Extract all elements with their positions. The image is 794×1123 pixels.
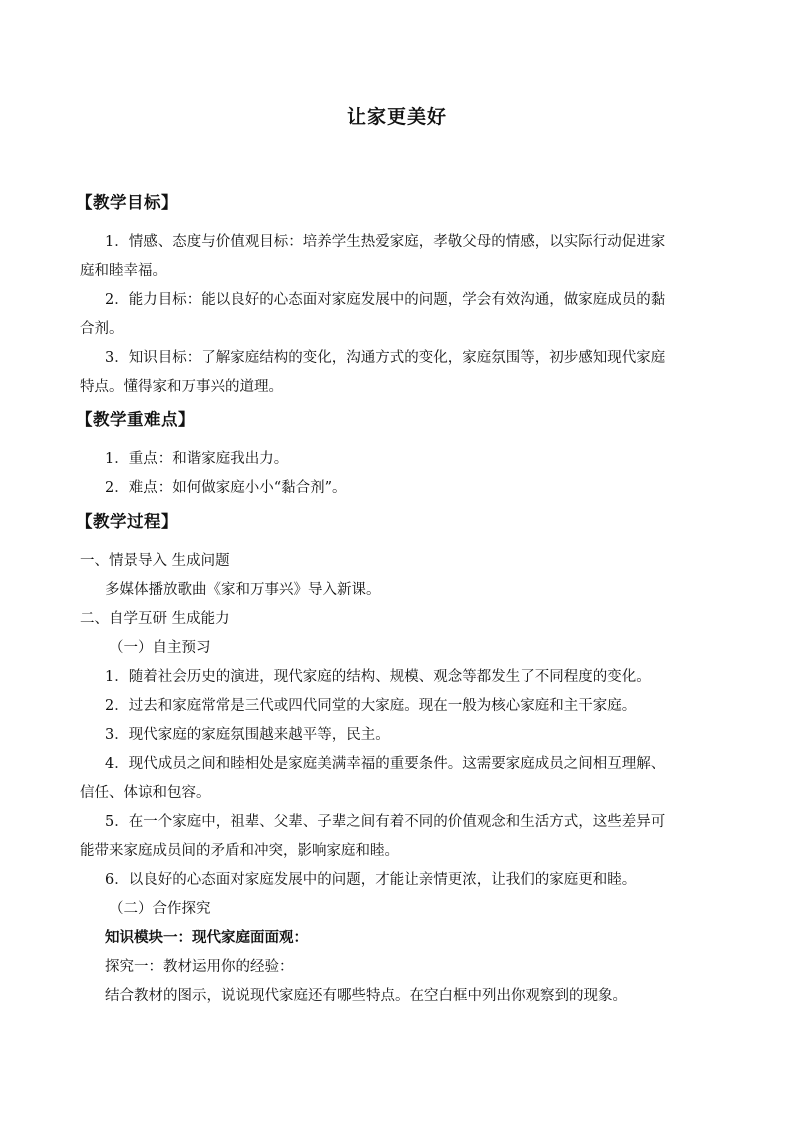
sub-section-1-title: （一）自主预习 (109, 640, 211, 656)
goal-1-line-1: 1．情感、态度与价值观目标：培养学生热爱家庭，孝敬父母的情感，以实际行动促进家 (105, 234, 666, 250)
preview-item-3: 3．现代家庭的家庭氛围越来越平等，民主。 (105, 727, 390, 743)
key-points-heading: 【教学重难点】 (76, 410, 195, 429)
goal-2-line-1: 2．能力目标：能以良好的心态面对家庭发展中的问题，学会有效沟通，做家庭成员的黏 (105, 292, 666, 308)
sub-section-2-title: （二）合作探究 (109, 901, 211, 917)
goal-3-line-1: 3．知识目标：了解家庭结构的变化，沟通方式的变化，家庭氛围等，初步感知现代家庭 (105, 350, 666, 366)
process-part-2-title: 二、自学互研 生成能力 (80, 611, 230, 627)
explore-1-title: 探究一：教材运用你的经验： (105, 959, 294, 975)
preview-item-4-line-1: 4．现代成员之间和睦相处是家庭美满幸福的重要条件。这需要家庭成员之间相互理解、 (105, 756, 666, 772)
process-part-1-title: 一、情景导入 生成问题 (80, 553, 230, 569)
process-heading: 【教学过程】 (76, 512, 178, 531)
explore-1-text: 结合教材的图示，说说现代家庭还有哪些特点。在空白框中列出你观察到的现象。 (105, 988, 627, 1004)
goals-heading: 【教学目标】 (76, 193, 178, 212)
key-point-1: 1．重点：和谐家庭我出力。 (105, 451, 289, 467)
preview-item-2: 2．过去和家庭常常是三代或四代同堂的大家庭。现在一般为核心家庭和主干家庭。 (105, 698, 637, 714)
knowledge-module-1: 知识模块一：现代家庭面面观： (105, 930, 308, 946)
preview-item-5-line-1: 5．在一个家庭中，祖辈、父辈、子辈之间有着不同的价值观念和生活方式，这些差异可 (105, 814, 666, 830)
goal-2-line-2: 合剂。 (80, 321, 124, 337)
preview-item-6: 6．以良好的心态面对家庭发展中的问题，才能让亲情更浓，让我们的家庭更和睦。 (105, 872, 637, 888)
goal-1-line-2: 庭和睦幸福。 (80, 263, 167, 279)
process-part-1-text: 多媒体播放歌曲《家和万事兴》导入新课。 (105, 582, 381, 598)
preview-item-5-line-2: 能带来家庭成员间的矛盾和冲突，影响家庭和睦。 (80, 843, 399, 859)
document-title: 让家更美好 (346, 106, 447, 128)
preview-item-4-line-2: 信任、体谅和包容。 (80, 785, 211, 801)
goal-3-line-2: 特点。懂得家和万事兴的道理。 (80, 379, 283, 395)
preview-item-1: 1．随着社会历史的演进，现代家庭的结构、规模、观念等都发生了不同程度的变化。 (105, 669, 651, 685)
key-point-2: 2．难点：如何做家庭小小“黏合剂”。 (105, 480, 347, 496)
